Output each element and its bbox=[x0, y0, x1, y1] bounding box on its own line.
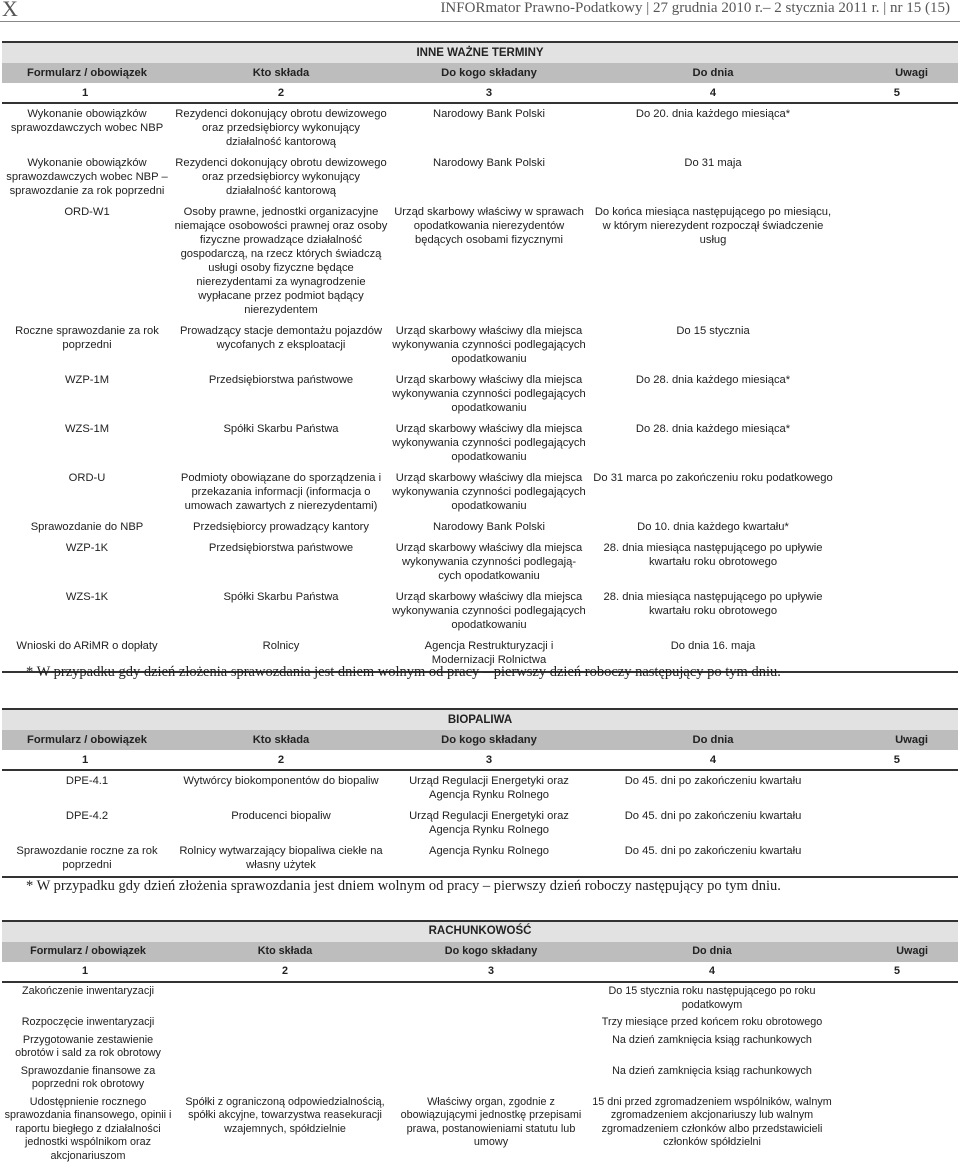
table-row bbox=[2, 321, 958, 370]
cell-who: Przedsiębiorstwa państwowe bbox=[208, 542, 354, 554]
cell-form: WZS-1M bbox=[64, 423, 110, 435]
cell-who: Spółki Skarbu Państwa bbox=[223, 423, 339, 435]
footnote: * W przypadku gdy dzień złożenia sprawozdania jest dniem wolnym od pracy – pierwszy dzień roboczy następujący po tym dniu. bbox=[26, 878, 781, 894]
col-header-to: Do kogo składany bbox=[390, 63, 588, 83]
cell-who: Przedsiębiorstwa państwowe bbox=[208, 374, 354, 386]
col-number: 4 bbox=[586, 962, 838, 982]
col-number: 5 bbox=[838, 962, 958, 982]
table-row bbox=[2, 1032, 958, 1063]
cell-to: Urząd skarbowy właściwy dla miejsca wykonywania czynności podlegających opodatkowaniu bbox=[392, 591, 586, 631]
section-inne-wazne-terminy bbox=[2, 41, 958, 673]
table-row bbox=[2, 841, 958, 877]
cell-to: Urząd skarbowy właściwy dla miejsca wykonywania czynności podlegających opodatkowaniu bbox=[392, 472, 586, 512]
cell-to bbox=[396, 1063, 586, 1094]
cell-until: Do 45. dni po zakończeniu kwartału bbox=[588, 841, 838, 877]
table-row bbox=[2, 538, 958, 587]
cell-notes bbox=[838, 587, 958, 636]
table-row bbox=[2, 153, 958, 202]
header-title: INFORmator Prawno-Podatkowy | 27 grudnia 2010 r.– 2 stycznia 2011 r. | nr 15 (15) bbox=[440, 0, 950, 16]
col-number: 1 bbox=[2, 962, 174, 982]
cell-form: DPE-4.1 bbox=[65, 775, 109, 787]
cell-who: Prowadzący stacje demontażu pojazdów wycofanych z eksploatacji bbox=[179, 325, 383, 351]
col-number: 4 bbox=[588, 750, 838, 770]
cell-who: Spółki Skarbu Państwa bbox=[223, 591, 339, 603]
table-row bbox=[2, 1094, 958, 1166]
page-header bbox=[0, 0, 960, 22]
cell-who: Rezydenci dokonujący obrotu dewizowego oraz przedsiębiorcy wykonujący działalność kantorową bbox=[175, 108, 387, 148]
cell-form: DPE-4.2 bbox=[65, 810, 109, 822]
cell-until: Na dzień zamknięcia ksiąg rachunkowych bbox=[612, 1033, 812, 1046]
col-number: 1 bbox=[2, 83, 172, 103]
table-row bbox=[2, 517, 958, 538]
cell-until: Do 45. dni po zakończeniu kwartału bbox=[624, 775, 802, 787]
col-header-form: Formularz / obowiązek bbox=[2, 942, 174, 962]
col-header-form: Formularz / obowiązek bbox=[2, 63, 172, 83]
col-header-who: Kto składa bbox=[174, 942, 396, 962]
section-rachunkowosc bbox=[2, 920, 958, 1165]
col-number: 5 bbox=[838, 83, 958, 103]
cell-form: Przygotowanie zestawienie obrotów i sald za rok obrotowy bbox=[15, 1033, 161, 1059]
table-row bbox=[2, 806, 958, 841]
section-title: INNE WAŻNE TERMINY bbox=[2, 42, 958, 63]
cell-until: Do 10. dnia każdego kwartału* bbox=[637, 521, 789, 533]
cell-until: Do 28. dnia każdego miesiąca* bbox=[635, 423, 791, 435]
cell-notes bbox=[838, 806, 958, 841]
table-row bbox=[2, 982, 958, 1014]
cell-notes bbox=[838, 636, 958, 672]
table-biopaliwa bbox=[2, 708, 958, 878]
cell-notes bbox=[838, 103, 958, 153]
cell-form: WZS-1K bbox=[65, 591, 109, 603]
table-row bbox=[2, 1014, 958, 1032]
col-header-until: Do dnia bbox=[586, 942, 838, 962]
cell-who bbox=[174, 1063, 396, 1094]
cell-until: Do 31 marca po zakończeniu roku podatkowego bbox=[593, 472, 833, 484]
table-rachunkowosc bbox=[2, 920, 958, 1165]
cell-form: Wykonanie obowiązków sprawozdawczych wobec NBP – sprawozdanie za rok poprzedni bbox=[6, 157, 168, 197]
section-title: RACHUNKOWOŚĆ bbox=[2, 921, 958, 942]
col-header-notes: Uwagi bbox=[838, 730, 958, 750]
cell-who: Wytwórcy biokomponentów do biopaliw bbox=[183, 775, 379, 787]
cell-notes bbox=[838, 153, 958, 202]
cell-form: Udostępnienie rocznego sprawozdania finansowego, opinii i raportu biegłego z działalności jednostki wspólnikom oraz akcjonariuszom bbox=[4, 1095, 172, 1162]
cell-to: Urząd Regulacji Energetyki oraz Agencja Rynku Rolnego bbox=[409, 810, 569, 836]
cell-until: Do końca miesiąca następującego po miesiącu, w którym nierezydent rozpoczął świadczenie usług bbox=[594, 206, 832, 246]
cell-notes bbox=[838, 419, 958, 468]
cell-form: WZP-1M bbox=[64, 374, 110, 386]
col-header-to: Do kogo składany bbox=[396, 942, 586, 962]
cell-who: Spółki z ograniczoną odpowiedzialnością, spółki akcyjne, towarzystwa reasekuracji wzajemnych, spółdzielnie bbox=[185, 1095, 385, 1135]
col-header-notes: Uwagi bbox=[838, 942, 958, 962]
cell-until: Do 45. dni po zakończeniu kwartału bbox=[624, 810, 802, 822]
cell-to: Urząd skarbowy właściwy w sprawach opodatkowania nierezydentów będących osobami fizycznymi bbox=[394, 206, 584, 246]
cell-until: 28. dnia miesiąca następującego po upływie kwartału roku obrotowego bbox=[603, 542, 823, 568]
cell-notes bbox=[838, 1032, 958, 1063]
col-header-until: Do dnia bbox=[588, 730, 838, 750]
cell-until: Do 15 stycznia roku następującego po roku podatkowym bbox=[608, 985, 816, 1011]
cell-who: Rolnicy bbox=[172, 636, 390, 672]
col-header-form: Formularz / obowiązek bbox=[2, 730, 172, 750]
table-row bbox=[2, 468, 958, 517]
cell-form: Sprawozdanie do NBP bbox=[30, 521, 144, 533]
cell-to: Agencja Restrukturyzacji i Modernizacji Rolnictwa bbox=[390, 636, 588, 672]
cell-notes bbox=[838, 841, 958, 877]
cell-who: Podmioty obowiązane do sporządzenia i przekazania informacji (informacja o umowach zawartych z nierezydentami) bbox=[180, 472, 382, 512]
cell-until: Trzy miesiące przed końcem roku obrotowego bbox=[601, 1016, 823, 1028]
cell-notes bbox=[838, 538, 958, 587]
cell-notes bbox=[838, 202, 958, 321]
cell-who: Przedsiębiorcy prowadzący kantory bbox=[193, 521, 369, 533]
cell-form: Zakończenie inwentaryzacji bbox=[21, 985, 155, 997]
table-row bbox=[2, 370, 958, 419]
section-title: BIOPALIWA bbox=[2, 709, 958, 730]
cell-notes bbox=[838, 321, 958, 370]
col-number: 3 bbox=[390, 83, 588, 103]
table-row bbox=[2, 103, 958, 153]
col-number: 3 bbox=[396, 962, 586, 982]
cell-to: Narodowy Bank Polski bbox=[433, 521, 545, 533]
cell-who bbox=[174, 1014, 396, 1032]
cell-notes bbox=[838, 1094, 958, 1166]
col-header-until: Do dnia bbox=[588, 63, 838, 83]
col-number: 4 bbox=[588, 83, 838, 103]
section-biopaliwa bbox=[2, 708, 958, 878]
cell-to: Urząd Regulacji Energetyki oraz Agencja Rynku Rolnego bbox=[409, 775, 569, 801]
cell-who bbox=[174, 982, 396, 1014]
cell-to: Urząd skarbowy właściwy dla miejsca wykonywania czynności podlegają-cych opodatkowaniu bbox=[395, 542, 583, 582]
cell-form: ORD-U bbox=[68, 472, 106, 484]
col-number: 2 bbox=[174, 962, 396, 982]
cell-notes bbox=[838, 517, 958, 538]
cell-form: WZP-1K bbox=[65, 542, 109, 554]
cell-notes bbox=[838, 770, 958, 806]
cell-form: Rozpoczęcie inwentaryzacji bbox=[21, 1016, 155, 1028]
footnote: * W przypadku gdy dzień złożenia sprawozdania jest dniem wolnym od pracy – pierwszy dzień roboczy następujący po tym dniu. bbox=[26, 664, 781, 680]
cell-notes bbox=[838, 1063, 958, 1094]
cell-to bbox=[396, 1032, 586, 1063]
header-x-mark: X bbox=[2, 0, 18, 21]
cell-form: Sprawozdanie finansowe za poprzedni rok obrotowy bbox=[20, 1064, 156, 1090]
cell-until: Do 28. dnia każdego miesiąca* bbox=[635, 374, 791, 386]
cell-until: 28. dnia miesiąca następującego po upływie kwartału roku obrotowego bbox=[603, 591, 823, 617]
cell-to: Agencja Rynku Rolnego bbox=[390, 841, 588, 877]
col-number: 3 bbox=[390, 750, 588, 770]
cell-to bbox=[396, 982, 586, 1014]
table-row bbox=[2, 1063, 958, 1094]
table-row bbox=[2, 419, 958, 468]
col-header-notes: Uwagi bbox=[838, 63, 958, 83]
table-inne-wazne-terminy bbox=[2, 41, 958, 673]
cell-until: 15 dni przed zgromadzeniem wspólników, walnym zgromadzeniem akcjonariuszy lub walnym zgromadzeniem członków albo przedstawicieli członków spółdzielni bbox=[592, 1095, 832, 1148]
cell-who: Rolnicy wytwarzający biopaliwa ciekłe na własny użytek bbox=[172, 841, 390, 877]
cell-to: Narodowy Bank Polski bbox=[433, 108, 545, 120]
cell-who: Producenci biopaliw bbox=[231, 810, 331, 822]
cell-form: Roczne sprawozdanie za rok poprzedni bbox=[15, 325, 159, 351]
cell-until: Do 20. dnia każdego miesiąca* bbox=[635, 108, 791, 120]
cell-until: Do dnia 16. maja bbox=[588, 636, 838, 672]
cell-who bbox=[174, 1032, 396, 1063]
cell-to: Właściwy organ, zgodnie z obowiązującymi jednostkę przepisami prawa, postanowieniami statutu lub umowy bbox=[400, 1095, 582, 1148]
cell-form: Sprawozdanie roczne za rok poprzedni bbox=[2, 841, 172, 877]
col-header-to: Do kogo składany bbox=[390, 730, 588, 750]
cell-to bbox=[396, 1014, 586, 1032]
col-number: 2 bbox=[172, 83, 390, 103]
cell-to: Urząd skarbowy właściwy dla miejsca wykonywania czynności podlegających opodatkowaniu bbox=[392, 423, 586, 463]
cell-notes bbox=[838, 468, 958, 517]
cell-until: Do 31 maja bbox=[684, 157, 742, 169]
cell-notes bbox=[838, 982, 958, 1014]
cell-who: Osoby prawne, jednostki organizacyjne niemające osobowości prawnej oraz osoby fizyczne prowadzące działalność gospodarczą, na rzecz których świadczą usługi osoby fizyczne będące nierezydentami za wynagrodzenie wypłacane przez podmiot bądący nierezydentem bbox=[174, 206, 388, 316]
cell-notes bbox=[838, 1014, 958, 1032]
header-divider bbox=[0, 21, 960, 22]
cell-to: Narodowy Bank Polski bbox=[433, 157, 545, 169]
cell-until: Na dzień zamknięcia ksiąg rachunkowych bbox=[612, 1064, 812, 1077]
table-row bbox=[2, 202, 958, 321]
cell-form: ORD-W1 bbox=[64, 206, 110, 218]
table-row bbox=[2, 587, 958, 636]
cell-form: Wnioski do ARiMR o dopłaty bbox=[2, 636, 172, 672]
cell-notes bbox=[838, 370, 958, 419]
cell-form: Wykonanie obowiązków sprawozdawczych wobec NBP bbox=[10, 108, 164, 134]
cell-who: Rezydenci dokonujący obrotu dewizowego oraz przedsiębiorcy wykonujący działalność kantorową bbox=[175, 157, 387, 197]
cell-to: Urząd skarbowy właściwy dla miejsca wykonywania czynności podlegających opodatkowaniu bbox=[392, 374, 586, 414]
col-number: 1 bbox=[2, 750, 172, 770]
col-header-who: Kto składa bbox=[172, 730, 390, 750]
cell-to: Urząd skarbowy właściwy dla miejsca wykonywania czynności podlegających opodatkowaniu bbox=[392, 325, 586, 365]
col-header-who: Kto składa bbox=[172, 63, 390, 83]
col-number: 5 bbox=[838, 750, 958, 770]
cell-until: Do 15 stycznia bbox=[676, 325, 750, 337]
table-row bbox=[2, 770, 958, 806]
col-number: 2 bbox=[172, 750, 390, 770]
